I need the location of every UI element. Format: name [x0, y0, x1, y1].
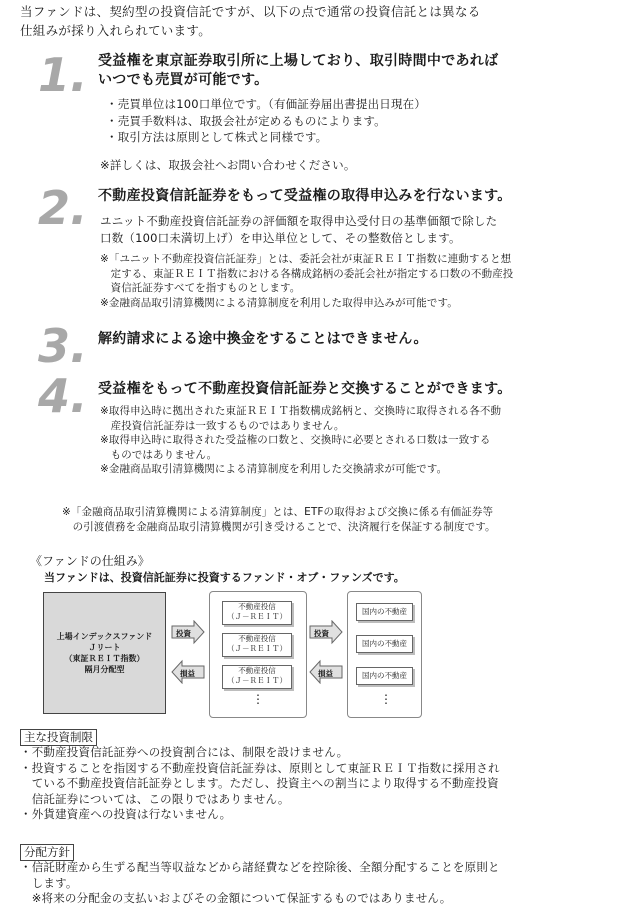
fund-box-line: （東証ＲＥＩＴ指数）: [64, 654, 145, 663]
section-4-note-line: ※金融商品取引清算機関による清算制度を利用した交換請求が可能です。: [100, 463, 448, 475]
fund-box: [43, 592, 166, 714]
distribution-line: します。: [20, 875, 78, 890]
section-4-title-line: 受益権をもって不動産投資信託証券と交換することができます。: [98, 381, 512, 397]
section-1-title-line: いつでも売買が可能です。: [98, 72, 269, 88]
intro-line: 当ファンドは、契約型の投資信託ですが、以下の点で通常の投資信託とは異なる: [20, 4, 481, 19]
restrictions-line: ・不動産投資信託証券への投資割合には、制限を設けません。: [20, 745, 349, 759]
section-2-body-line: ユニット不動産投資信託証券の評価額を取得申込受付日の基準価額で除した: [100, 214, 498, 228]
fund-box-line: 隔月分配型: [84, 665, 125, 674]
invest-label: 投資: [314, 629, 329, 638]
fund-box-line: 上場インデックスファンド: [56, 632, 153, 641]
restrictions-list: [20, 745, 500, 823]
section-4-note-line: ※取得申込時に取得された受益権の口数と、交換時に必要とされる口数は一致する: [100, 434, 491, 446]
return-label: 損益: [318, 669, 333, 678]
section-2-body: [100, 213, 497, 246]
section-1-title-line: 受益権を東京証券取引所に上場しており、取引時間中であれば: [98, 53, 499, 69]
section-4-note-line: ※取得申込時に拠出された東証ＲＥＩＴ指数構成銘柄と、交換時に取得される各不動: [100, 405, 502, 417]
property-item: 国内の不動産: [356, 635, 413, 653]
property-item: 国内の不動産: [356, 603, 413, 621]
restrictions-line: 信託証券については、この限りではありません。: [20, 791, 290, 806]
section-2-body-line: 口数（100口未満切上げ）を申込単位として、その整数倍とします。: [100, 230, 461, 245]
clearing-note: [62, 505, 496, 534]
invest-label: 投資: [176, 629, 191, 638]
reit-ellipsis: ⋮: [252, 692, 264, 706]
reit-item-line: 不動産投信: [238, 634, 276, 643]
section-number-1: 1.: [38, 48, 88, 102]
restrictions-label: 主な投資制限: [20, 729, 97, 746]
section-1-note: ※詳しくは、取扱会社へお問い合わせください。: [100, 158, 356, 172]
reit-item: [222, 601, 292, 625]
restrictions-line: ・投資することを指図する不動産投資信託証券は、原則として東証ＲＥＩＴ指数に採用され: [20, 760, 500, 775]
section-2-title: [98, 187, 512, 206]
section-3-title: [98, 330, 428, 349]
section-number-3: 3.: [38, 319, 88, 373]
section-2-note-line: ※「ユニット不動産投資信託証券」とは、委託会社が東証ＲＥＩＴ指数に連動すると想: [100, 253, 512, 265]
section-1-bullet: ・売買手数料は、取扱会社が定めるものによります。: [106, 113, 386, 128]
section-4-note-line: ものではありません。: [100, 448, 218, 461]
intro-line: 仕組みが採り入れられています。: [20, 23, 212, 38]
section-1-bullet: ・取引方法は原則として株式と同様です。: [106, 130, 328, 144]
reit-item-line: （Ｊ－ＲＥＩＴ）: [227, 612, 287, 621]
section-2-title-line: 不動産投資信託証券をもって受益権の取得申込みを行ないます。: [98, 188, 512, 204]
section-1-title: [98, 52, 498, 90]
section-number-2: 2.: [38, 181, 88, 235]
reit-item-line: （Ｊ－ＲＥＩＴ）: [227, 644, 287, 653]
section-4-note-line: 産投資信託証券は一致するものではありません。: [100, 419, 345, 432]
section-4-title: [98, 380, 512, 399]
section-3-title-line: 解約請求による途中換金をすることはできません。: [98, 331, 428, 347]
clearing-note-line: の引渡債務を金融商品取引清算機関が引き受けることで、決済履行を保証する制度です。: [62, 520, 496, 533]
property-ellipsis: ⋮: [380, 692, 392, 706]
section-2-note-line: 資信託証券すべてを指すものとします。: [100, 282, 301, 294]
section-2-note-line: ※金融商品取引清算機関による清算制度を利用した取得申込みが可能です。: [100, 296, 458, 309]
restrictions-line: ている不動産投資信託証券とします。ただし、投資主への割当により取得する不動産投資: [20, 776, 499, 790]
reit-item-line: （Ｊ－ＲＥＩＴ）: [227, 676, 287, 685]
section-1-bullets: [106, 96, 426, 146]
restrictions-heading: [20, 726, 97, 746]
distribution-heading: [20, 841, 74, 861]
clearing-note-line: ※「金融商品取引清算機関による清算制度」とは、ETFの取得および交換に係る有価証券等: [62, 506, 494, 518]
distribution-line: ・信託財産から生ずる配当等収益などから諸経費などを控除後、全額分配することを原則と: [20, 860, 500, 874]
diagram-title: 《ファンドの仕組み》: [30, 554, 150, 568]
distribution-list: [20, 860, 500, 907]
intro-text: [20, 2, 630, 40]
property-item: 国内の不動産: [356, 667, 413, 685]
reit-item: [222, 633, 292, 657]
section-1-bullet: ・売買単位は100口単位です。（有価証券届出書提出日現在）: [106, 97, 427, 111]
distribution-line: ※将来の分配金の支払いおよびその金額について保証するものではありません。: [20, 891, 452, 905]
reit-item-line: 不動産投信: [238, 602, 276, 611]
section-number-4: 4.: [38, 369, 88, 423]
distribution-label: 分配方針: [20, 844, 74, 861]
section-2-note-line: 定する、東証ＲＥＩＴ指数における各構成銘柄の委託会社が指定する口数の不動産投: [100, 267, 514, 280]
restrictions-line: ・外貨建資産への投資は行ないません。: [20, 807, 232, 821]
fund-box-line: Ｊリート: [88, 643, 121, 652]
reit-item-line: 不動産投信: [238, 666, 276, 675]
return-label: 損益: [180, 669, 195, 678]
section-4-notes: [100, 404, 501, 477]
reit-item: [222, 665, 292, 689]
section-2-notes: [100, 252, 513, 310]
diagram-subtitle: 当ファンドは、投資信託証券に投資するファンド・オブ・ファンズです。: [44, 571, 405, 584]
